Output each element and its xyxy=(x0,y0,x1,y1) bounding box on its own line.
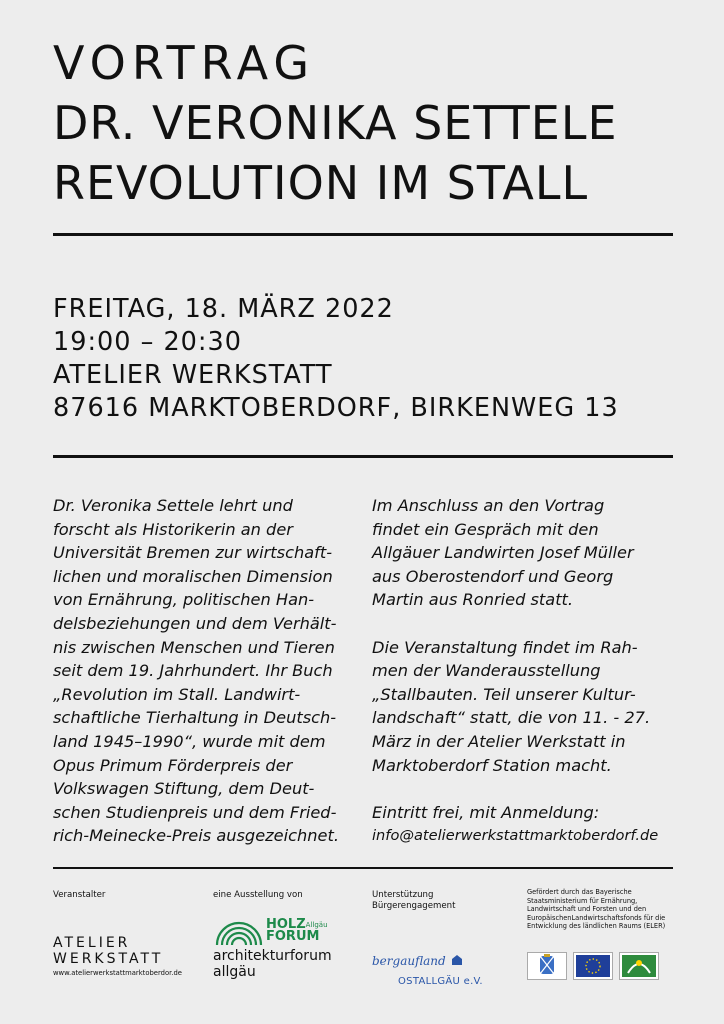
contact-email[interactable]: info@atelierwerkstattmarktoberdorf.de xyxy=(372,827,659,845)
discussion-paragraph xyxy=(372,494,672,612)
leader-logo-icon xyxy=(619,952,659,980)
title-line-3: REVOLUTION IM STALL xyxy=(53,156,589,210)
atelier-url[interactable]: www.atelierwerkstattmarktoberdor.de xyxy=(53,969,182,977)
text-line: Marktoberdorf Station macht. xyxy=(372,755,612,775)
holz-word: HOLZ xyxy=(266,917,306,932)
exhibition-paragraph xyxy=(372,636,672,778)
text-line: von Ernährung, politischen Han- xyxy=(53,590,315,610)
event-details xyxy=(53,293,673,425)
house-icon xyxy=(451,954,463,966)
holzforum-wordmark xyxy=(266,919,328,943)
event-address: 87616 MARKTOBERDORF, BIRKENWEG 13 xyxy=(53,393,619,423)
bergaufland-word: bergaufland xyxy=(372,954,446,968)
event-venue: ATELIER WERKSTATT xyxy=(53,360,333,390)
text-line: schen Studienpreis und dem Fried- xyxy=(53,802,337,822)
allgaeu-line: allgäu xyxy=(213,964,256,980)
text-line: landschaft“ statt, die von 11. - 27. xyxy=(372,708,651,728)
holzforum-logo xyxy=(213,915,363,985)
title-line-2: DR. VERONIKA SETTELE xyxy=(53,96,618,150)
event-date: FREITAG, 18. MÄRZ 2022 xyxy=(53,294,394,324)
text-line: Im Anschluss an den Vortrag xyxy=(372,496,605,515)
text-line: nis zwischen Menschen und Tieren xyxy=(53,637,335,657)
werkstatt-word: WERKSTATT xyxy=(53,951,164,967)
text-line: forscht als Historikerin an der xyxy=(53,519,293,539)
speaker-bio xyxy=(53,494,353,848)
text-line: Die Veranstaltung findet im Rah- xyxy=(372,637,638,657)
text-line: lichen und moralischen Dimension xyxy=(53,566,333,586)
poster-title xyxy=(53,33,673,213)
text-line: „Stallbauten. Teil unserer Kultur- xyxy=(372,684,636,704)
ostallgaeu-word: OSTALLGÄU e.V. xyxy=(398,976,483,987)
text-line: land 1945–1990“, wurde mit dem xyxy=(53,731,326,751)
poster xyxy=(53,0,673,1024)
text-line: Martin aus Ronried statt. xyxy=(372,590,574,610)
event-time: 19:00 – 20:30 xyxy=(53,327,242,357)
body-right-column xyxy=(372,494,672,848)
text-line: März in der Atelier Werkstatt in xyxy=(372,731,626,751)
body-left-column xyxy=(53,494,353,848)
entry-note: Eintritt frei, mit Anmeldung: xyxy=(372,802,600,822)
text-line: aus Oberostendorf und Georg xyxy=(372,566,614,586)
forum-word: FORUM xyxy=(266,929,320,944)
bergaufland-logo xyxy=(372,950,483,988)
atelier-word: ATELIER xyxy=(53,935,131,951)
holz-region: Allgäu xyxy=(305,921,328,929)
support-label: Unterstützung Bürgerengagement xyxy=(372,890,456,911)
divider-bottom xyxy=(53,867,673,869)
text-line: Universität Bremen zur wirtschaft- xyxy=(53,543,333,563)
divider-top xyxy=(53,233,673,236)
architekturforum-line: architekturforum xyxy=(213,948,332,964)
title-line-1: VORTRAG xyxy=(53,36,315,90)
text-line: Dr. Veronika Settele lehrt und xyxy=(53,496,293,515)
text-line: findet ein Gespräch mit den xyxy=(372,519,599,539)
funding-logos xyxy=(527,952,659,980)
funding-note: Gefördert durch das Bayerische Staatsministerium für Ernährung, Landwirtschaft und Forsten und den EuropäischenLandwirtschaftsfonds für die Entwicklung des ländlichen Raums (ELER) xyxy=(527,888,666,931)
text-line: seit dem 19. Jahrhundert. Ihr Buch xyxy=(53,661,333,681)
text-line: rich-Meinecke-Preis ausgezeichnet. xyxy=(53,826,339,846)
divider-middle xyxy=(53,455,673,458)
text-line: Opus Primum Förderpreis der xyxy=(53,755,293,775)
eu-flag-icon xyxy=(573,952,613,980)
text-line: schaftliche Tierhaltung in Deutsch- xyxy=(53,708,337,728)
text-line: „Revolution im Stall. Landwirt- xyxy=(53,684,301,704)
text-line: Volkswagen Stiftung, dem Deut- xyxy=(53,779,315,799)
exhibition-label: eine Ausstellung von xyxy=(213,890,303,900)
arches-icon xyxy=(213,915,265,947)
organizer-label: Veranstalter xyxy=(53,890,106,900)
text-line: delsbeziehungen und dem Verhält- xyxy=(53,613,337,633)
atelier-werkstatt-logo xyxy=(53,935,182,977)
text-line: men der Wanderausstellung xyxy=(372,661,601,681)
text-line: Allgäuer Landwirten Josef Müller xyxy=(372,543,634,563)
bavaria-coat-of-arms-icon xyxy=(527,952,567,980)
